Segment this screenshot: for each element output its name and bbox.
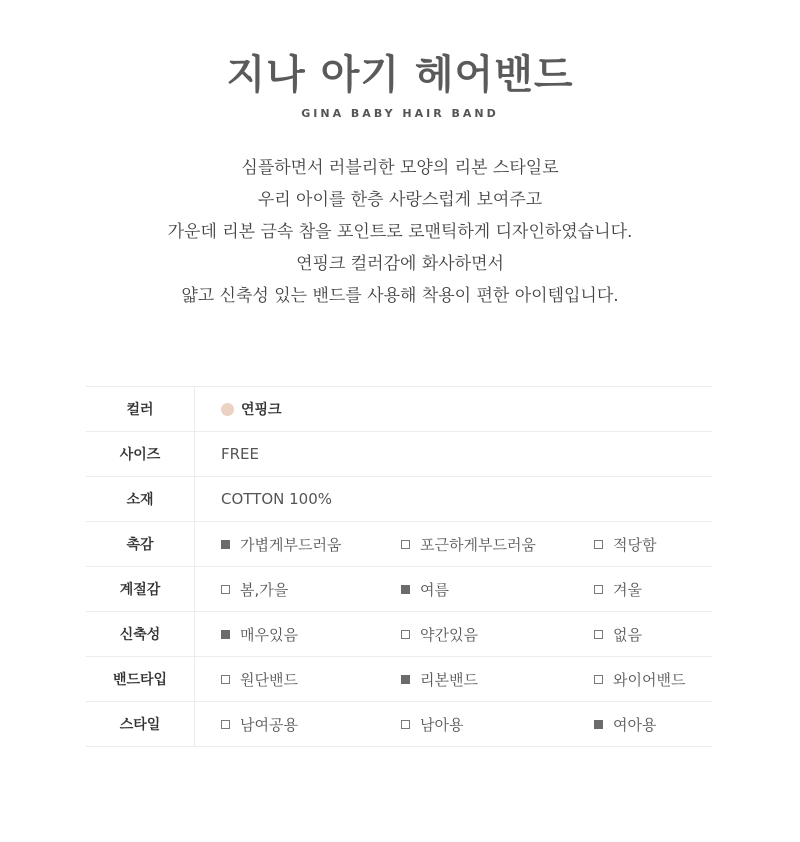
spec-option — [401, 714, 463, 735]
spec-option — [221, 669, 298, 690]
option-label: 봄,가을 — [240, 580, 289, 599]
spec-option — [221, 624, 298, 645]
option-label: 남아용 — [420, 715, 464, 734]
spec-row-material — [86, 477, 712, 522]
spec-option — [594, 714, 656, 735]
spec-option — [221, 714, 298, 735]
spec-option — [594, 624, 642, 645]
spec-row-color — [86, 387, 712, 432]
option-label: 매우있음 — [240, 625, 298, 644]
option-label: 와이어밴드 — [613, 670, 686, 689]
checkbox-icon — [221, 585, 230, 594]
option-label: 원단밴드 — [240, 670, 298, 689]
spec-row-style — [86, 702, 712, 747]
checkbox-icon — [221, 630, 230, 639]
spec-table — [86, 386, 712, 747]
option-label: 여름 — [420, 580, 449, 599]
spec-options — [195, 702, 712, 746]
option-label: 겨울 — [613, 580, 642, 599]
spec-option — [221, 534, 341, 555]
checkbox-icon — [594, 630, 603, 639]
option-label: 남여공용 — [240, 715, 298, 734]
checkbox-icon — [401, 720, 410, 729]
description-line: 우리 아이를 한층 사랑스럽게 보여주고 — [257, 190, 543, 210]
checkbox-icon — [401, 540, 410, 549]
checkbox-icon — [594, 675, 603, 684]
spec-value: COTTON 100% — [221, 490, 333, 508]
description-line: 연핑크 컬러감에 화사하면서 — [296, 254, 504, 274]
option-label: 리본밴드 — [420, 670, 478, 689]
spec-label: 촉감 — [86, 522, 195, 566]
spec-option — [594, 669, 685, 690]
color-name: 연핑크 — [241, 402, 282, 418]
option-label: 포근하게부드러움 — [420, 535, 536, 554]
color-swatch — [221, 403, 234, 416]
spec-options — [195, 612, 712, 656]
checkbox-icon — [221, 720, 230, 729]
checkbox-icon — [594, 540, 603, 549]
spec-row-size — [86, 432, 712, 477]
spec-label: 컬러 — [86, 387, 195, 431]
spec-label: 소재 — [86, 477, 195, 521]
spec-label: 밴드타입 — [86, 657, 195, 701]
description-line: 가운데 리본 금속 참을 포인트로 로맨틱하게 디자인하였습니다. — [167, 222, 633, 242]
spec-label: 계절감 — [86, 567, 195, 611]
spec-row-elasticity — [86, 612, 712, 657]
spec-option — [401, 624, 478, 645]
option-label: 여아용 — [613, 715, 657, 734]
checkbox-icon — [221, 675, 230, 684]
spec-label: 신축성 — [86, 612, 195, 656]
spec-row-band-type — [86, 657, 712, 702]
spec-row-texture — [86, 522, 712, 567]
option-label: 적당함 — [613, 535, 657, 554]
checkbox-icon — [594, 585, 603, 594]
spec-option — [401, 579, 449, 600]
spec-option — [401, 669, 478, 690]
option-label: 가볍게부드러움 — [240, 535, 342, 554]
description-line: 얇고 신축성 있는 밴드를 사용해 착용이 편한 아이템입니다. — [181, 286, 619, 306]
checkbox-icon — [401, 585, 410, 594]
spec-value — [195, 387, 712, 431]
option-label: 약간있음 — [420, 625, 478, 644]
spec-row-season — [86, 567, 712, 612]
spec-option — [594, 579, 642, 600]
spec-label: 스타일 — [86, 702, 195, 746]
option-label: 없음 — [613, 625, 642, 644]
checkbox-icon — [401, 630, 410, 639]
product-subtitle: GINA BABY HAIR BAND — [301, 107, 499, 120]
spec-options — [195, 657, 712, 701]
spec-option — [594, 534, 656, 555]
spec-option — [401, 534, 536, 555]
spec-option — [221, 579, 288, 600]
spec-options — [195, 567, 712, 611]
spec-label: 사이즈 — [86, 432, 195, 476]
spec-value: FREE — [221, 445, 260, 463]
checkbox-icon — [594, 720, 603, 729]
product-description — [0, 152, 800, 312]
spec-options — [195, 522, 712, 566]
description-line: 심플하면서 러블리한 모양의 리본 스타일로 — [241, 158, 559, 178]
checkbox-icon — [401, 675, 410, 684]
checkbox-icon — [221, 540, 230, 549]
product-title: 지나 아기 헤어밴드 — [226, 52, 574, 98]
